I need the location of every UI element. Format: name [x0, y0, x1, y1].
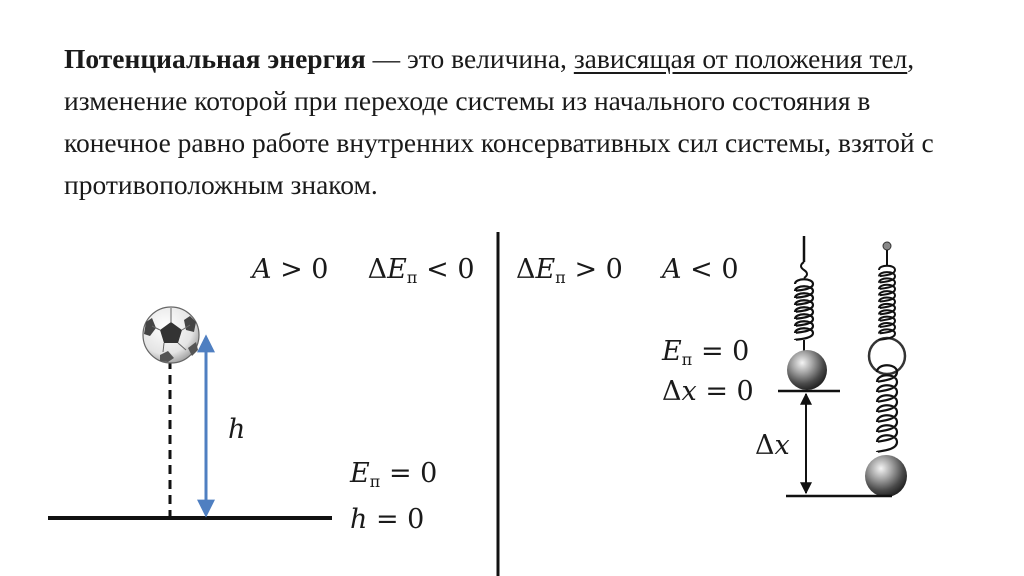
definition-rest: , изменение которой при переходе системы из начального состояния в конечное равно работе внутренних консервативных сил системы, взятой с противоположным знаком. [64, 43, 934, 200]
relaxed-spring-icon [795, 236, 813, 356]
relaxed-spring-ball-icon [787, 350, 827, 390]
spring-displacement-label: Δx [755, 430, 790, 461]
work-rel: > 0 [271, 254, 329, 285]
definition-term: Потенциальная энергия [64, 43, 366, 74]
stretched-spring-icon [869, 242, 905, 452]
delta-symbol: Δ [516, 254, 536, 285]
energy-rel: > 0 [565, 254, 623, 285]
energy-var: E [535, 254, 556, 285]
definition-underlined: зависящая от положения тел [573, 43, 908, 74]
energy-sub: п [555, 268, 566, 287]
energy-sub: п [406, 268, 418, 287]
energy-var: E [387, 254, 407, 285]
soccer-ball-icon [143, 307, 199, 363]
height-label: h [228, 414, 246, 445]
energy-rel: < 0 [417, 254, 475, 285]
stretched-spring-ball-icon [865, 455, 907, 497]
definition-dash: — это величина, [365, 43, 574, 74]
spring-zero-energy-label: $E_п = 0$ [662, 336, 750, 369]
zero-energy-label: $E_п = 0$ [350, 458, 438, 491]
delta-symbol: Δ [367, 254, 388, 285]
spring-zero-displacement-label: Δx = 0 [662, 376, 754, 407]
work-var: A [662, 254, 682, 285]
zero-height-label: h = 0 [350, 504, 425, 535]
work-var: A [252, 254, 272, 285]
work-rel: < 0 [681, 254, 739, 285]
